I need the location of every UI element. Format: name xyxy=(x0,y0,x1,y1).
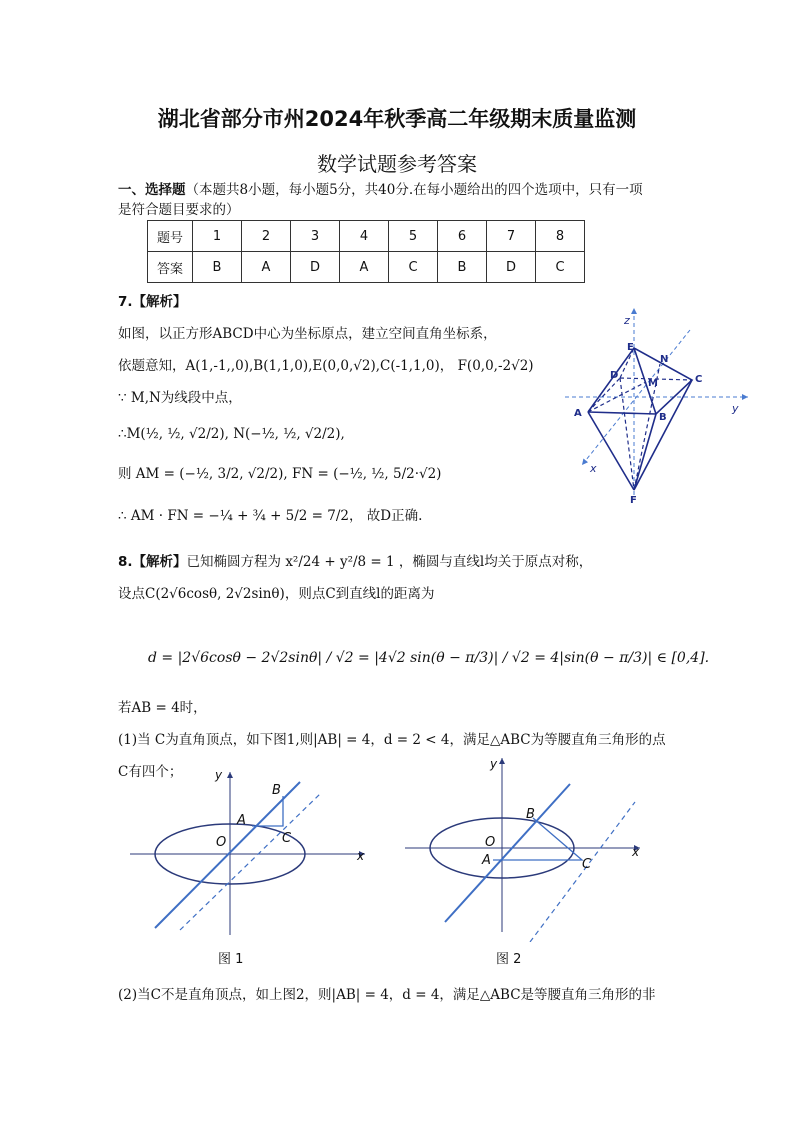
label-x: x xyxy=(357,849,365,863)
answer-table-row-numbers xyxy=(148,221,585,252)
section1-desc-line2: 是符合题目要求的） xyxy=(118,202,240,218)
label-C: C xyxy=(282,831,292,846)
edge-AD xyxy=(588,378,620,412)
label-D: D xyxy=(610,370,619,381)
section1-desc-line1: （本题共8小题，每小题5分，共40分.在每小题给出的四个选项中，只有一项 xyxy=(185,182,643,198)
table-cell: 1 xyxy=(193,221,242,252)
table-cell: B xyxy=(438,252,487,283)
q8-line5: C有四个； xyxy=(118,764,183,780)
section1-line1 xyxy=(118,180,643,200)
figure-1-caption: 图 1 xyxy=(218,952,244,967)
q7-line1: 如图，以正方形ABCD中心为坐标原点，建立空间直角坐标系， xyxy=(118,326,497,342)
q7-line4: ∴M(½, ½, √2/2), N(−½, ½, √2/2), xyxy=(118,426,345,442)
line-l xyxy=(155,782,300,928)
table-cell: A xyxy=(242,252,291,283)
q8-line1-text: 已知椭圆方程为 x²/24 + y²/8 = 1 ，椭圆与直线l均关于原点对称， xyxy=(186,554,593,570)
figure-1 xyxy=(125,760,375,945)
table-cell: D xyxy=(487,252,536,283)
table-cell: 3 xyxy=(291,221,340,252)
table-cell: 6 xyxy=(438,221,487,252)
label-B: B xyxy=(272,783,281,798)
page-subtitle: 数学试题参考答案 xyxy=(317,152,477,176)
q8-heading: 8.【解析】 xyxy=(118,554,187,570)
label-y: y xyxy=(732,402,739,415)
answer-table xyxy=(147,220,585,283)
q7-line5: 则 AM = (−½, 3/2, √2/2), FN = (−½, ½, 5/2·√2) xyxy=(118,466,442,482)
q7-line6: ∴ AM · FN = −¼ + ¾ + 5/2 = 7/2， 故D正确. xyxy=(118,508,423,524)
table-cell: 8 xyxy=(536,221,585,252)
q7-line2: 依题意知，A(1,-1,,0),B(1,1,0),E(0,0,√2),C(-1,1,0)， F(0,0,-2√2) xyxy=(118,358,534,374)
label-O: O xyxy=(216,835,227,850)
label-E: E xyxy=(627,342,634,353)
label-N: N xyxy=(660,354,669,365)
table-header-cell: 答案 xyxy=(148,252,193,283)
label-y: y xyxy=(490,757,498,771)
label-B: B xyxy=(659,412,667,423)
q8-distance-formula: d = |2√6cosθ − 2√2sinθ| / √2 = |4√2 sin(θ − π/3)| / √2 = 4|sin(θ − π/3)| ∈ [0,4]. xyxy=(148,650,710,666)
edge-BF xyxy=(634,414,656,490)
label-z: z xyxy=(624,314,630,327)
answer-table-row-answers xyxy=(148,252,585,283)
q8-line4: (1)当 C为直角顶点，如下图1,则|AB| = 4，d = 2 < 4，满足△ABC为等腰直角三角形的点 xyxy=(118,732,666,748)
line-l xyxy=(445,784,570,922)
label-A: A xyxy=(574,408,582,419)
figure-2 xyxy=(400,752,650,942)
table-cell: 5 xyxy=(389,221,438,252)
table-header-cell: 题号 xyxy=(148,221,193,252)
table-cell: C xyxy=(389,252,438,283)
table-cell: B xyxy=(193,252,242,283)
label-A: A xyxy=(482,853,491,868)
q7-3d-figure xyxy=(560,300,760,512)
q7-heading: 7.【解析】 xyxy=(118,294,187,310)
label-x: x xyxy=(590,462,597,475)
label-O: O xyxy=(485,835,496,850)
label-y: y xyxy=(215,768,223,782)
table-cell: 7 xyxy=(487,221,536,252)
section1-heading: 一、选择题 xyxy=(118,182,186,198)
table-cell: 2 xyxy=(242,221,291,252)
label-M: M xyxy=(648,378,658,389)
label-A: A xyxy=(237,813,246,828)
label-B: B xyxy=(526,807,535,822)
q8-line3: 若AB = 4时， xyxy=(118,700,207,716)
edge-AF xyxy=(588,412,634,490)
label-x: x xyxy=(632,845,640,859)
label-F: F xyxy=(630,495,637,506)
q8-line1 xyxy=(118,552,592,572)
page-title: 湖北省部分市州2024年秋季高二年级期末质量监测 xyxy=(157,107,637,131)
table-cell: C xyxy=(536,252,585,283)
q8-line6: (2)当C不是直角顶点，如上图2，则|AB| = 4，d = 4，满足△ABC是等腰直角三角形的非 xyxy=(118,987,656,1003)
q7-line3: ∵ M,N为线段中点， xyxy=(118,390,242,406)
q8-line2: 设点C(2√6cosθ, 2√2sinθ)，则点C到直线l的距离为 xyxy=(118,586,435,602)
table-cell: 4 xyxy=(340,221,389,252)
triangle-legs xyxy=(252,796,283,826)
label-C: C xyxy=(695,374,703,385)
table-cell: A xyxy=(340,252,389,283)
label-C: C xyxy=(582,857,592,872)
figure-2-caption: 图 2 xyxy=(496,952,522,967)
parallel-line xyxy=(180,794,320,930)
table-cell: D xyxy=(291,252,340,283)
